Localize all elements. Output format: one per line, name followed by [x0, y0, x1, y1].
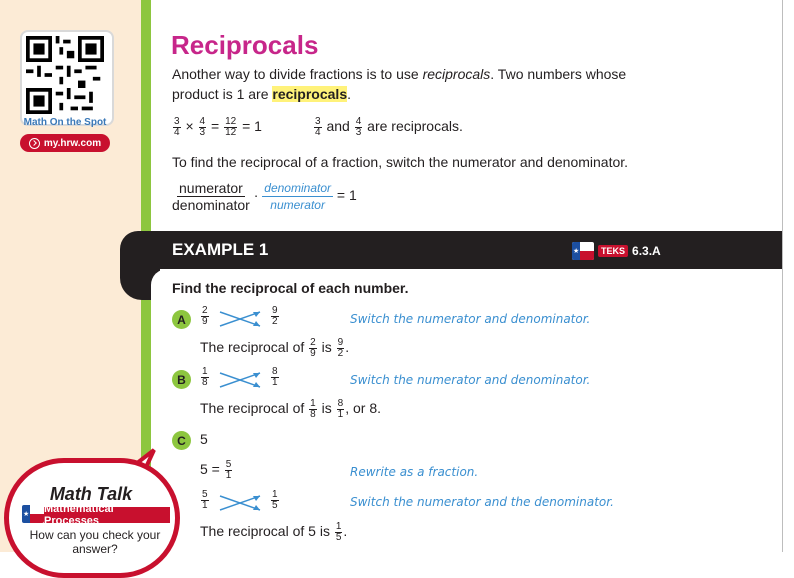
denominator: 2	[337, 348, 344, 359]
math-talk-question: How can you check your answer?	[29, 528, 161, 556]
denominator: 9	[202, 316, 208, 327]
example-title: EXAMPLE 1	[172, 240, 269, 259]
denominator: 1	[272, 377, 278, 388]
equals-one: = 1	[242, 118, 262, 134]
swap-arrows-icon	[218, 493, 264, 513]
equals-one: = 1	[336, 187, 357, 204]
denominator: numerator	[270, 198, 325, 212]
swap-arrows-icon	[218, 309, 264, 329]
denominator: 1	[337, 409, 344, 420]
denominator: 5	[272, 500, 278, 511]
math-talk-title: Math Talk	[49, 484, 133, 504]
denominator: 8	[202, 377, 208, 388]
denominator: 9	[310, 348, 316, 359]
part-c-answer: The reciprocal of 5 is $\frac{1}{5}$ .	[200, 521, 348, 543]
part-c-step2-reciprocal	[270, 490, 280, 511]
conjunction: and	[326, 118, 350, 134]
numerator: numerator	[179, 180, 243, 196]
numerator: 2	[202, 305, 208, 316]
intro-paragraph	[172, 64, 626, 104]
denominator: denominator	[172, 197, 250, 213]
numerator: denominator	[264, 181, 331, 195]
numerator: 4	[199, 115, 206, 127]
part-a-label: A	[172, 310, 191, 329]
numerator: 3	[174, 115, 180, 127]
numerator: 4	[355, 115, 362, 127]
numerator: 8	[337, 398, 344, 409]
qr-link-button[interactable]	[20, 134, 110, 152]
product-example	[172, 116, 262, 138]
part-c-step2-fraction	[200, 490, 210, 511]
math-talk-banner: Mathematical Processes	[44, 507, 170, 523]
denominator: 3	[355, 126, 362, 138]
qr-link-text: my.hrw.com	[43, 137, 102, 149]
numerator: 1	[272, 489, 278, 500]
part-b-answer: The reciprocal of $\frac{1}{8}$ is $\frac{8}{1}$ , or 8.	[200, 398, 381, 420]
numerator: 8	[272, 366, 278, 377]
denominator: 3	[199, 126, 206, 138]
texas-flag-icon: ★	[572, 242, 594, 260]
part-a-answer: The reciprocal of $\frac{2}{9}$ is $\frac{9}{2}$ .	[200, 337, 350, 359]
numerator: 1	[310, 398, 316, 409]
numerator: 3	[315, 115, 321, 127]
numerator: 5	[225, 459, 232, 470]
part-c-value: 5	[200, 431, 208, 447]
denominator: 2	[272, 316, 278, 327]
reciprocal-statement	[313, 116, 463, 138]
part-a-fraction	[200, 306, 210, 327]
part-a-reciprocal	[270, 306, 280, 327]
teks-code: 6.3.A	[632, 244, 661, 258]
fraction	[314, 117, 322, 138]
word-fraction-reciprocal	[262, 180, 333, 213]
word-fraction	[172, 180, 250, 213]
qr-label[interactable]: Math On the Spot	[23, 117, 107, 128]
texas-flag-icon: ★	[22, 505, 44, 523]
denominator: 4	[174, 126, 180, 138]
swap-arrows-icon	[218, 370, 264, 390]
operator: ·	[253, 187, 259, 204]
part-c-note1: Rewrite as a fraction.	[350, 465, 479, 479]
numerator: 2	[310, 337, 316, 348]
part-b-reciprocal	[270, 367, 280, 388]
highlighted-term: reciprocals	[272, 86, 348, 102]
intro-text: . Two numbers whose	[490, 66, 627, 82]
denominator: 1	[202, 500, 208, 511]
fraction	[173, 117, 181, 138]
fraction	[355, 117, 363, 138]
example-prompt: Find the reciprocal of each number.	[172, 280, 409, 296]
denominator: 4	[315, 126, 321, 138]
qr-code-icon[interactable]	[26, 36, 104, 114]
rule-formula	[172, 180, 357, 213]
denominator: 5	[335, 532, 342, 543]
part-b-note: Switch the numerator and denominator.	[350, 373, 591, 387]
statement-text: are reciprocals.	[367, 118, 463, 134]
part-b-fraction	[200, 367, 210, 388]
operator: ×	[185, 118, 194, 134]
intro-text: .	[347, 86, 351, 102]
intro-text: Another way to divide fractions is to use	[172, 66, 423, 82]
intro-italic-term: reciprocals	[422, 66, 491, 82]
part-c-note2: Switch the numerator and the denominator.	[350, 495, 614, 509]
numerator: 12	[225, 115, 237, 127]
denominator: 12	[225, 126, 237, 138]
numerator: 1	[335, 521, 342, 532]
operator: =	[210, 118, 220, 134]
arrow-circle-icon	[29, 138, 40, 149]
page-title: Reciprocals	[171, 30, 319, 60]
teks-label: TEKS	[598, 245, 628, 257]
fraction	[224, 117, 237, 138]
denominator: 1	[225, 470, 232, 481]
numerator: 9	[337, 337, 344, 348]
part-b-label: B	[172, 370, 191, 389]
teks-tag	[572, 242, 661, 260]
numerator: 5	[202, 489, 208, 500]
fraction	[199, 117, 207, 138]
denominator: 8	[310, 409, 316, 420]
numerator: 1	[202, 366, 208, 377]
numerator: 9	[272, 305, 278, 316]
part-c-label: C	[172, 431, 191, 450]
part-a-note: Switch the numerator and denominator.	[350, 312, 591, 326]
intro-text: product is 1 are	[172, 86, 273, 102]
part-c-step1: 5 = $\frac{5}{1}$	[200, 459, 232, 481]
rule-text: To find the reciprocal of a fraction, switch the numerator and denominator.	[172, 154, 629, 170]
page-edge	[782, 0, 783, 552]
